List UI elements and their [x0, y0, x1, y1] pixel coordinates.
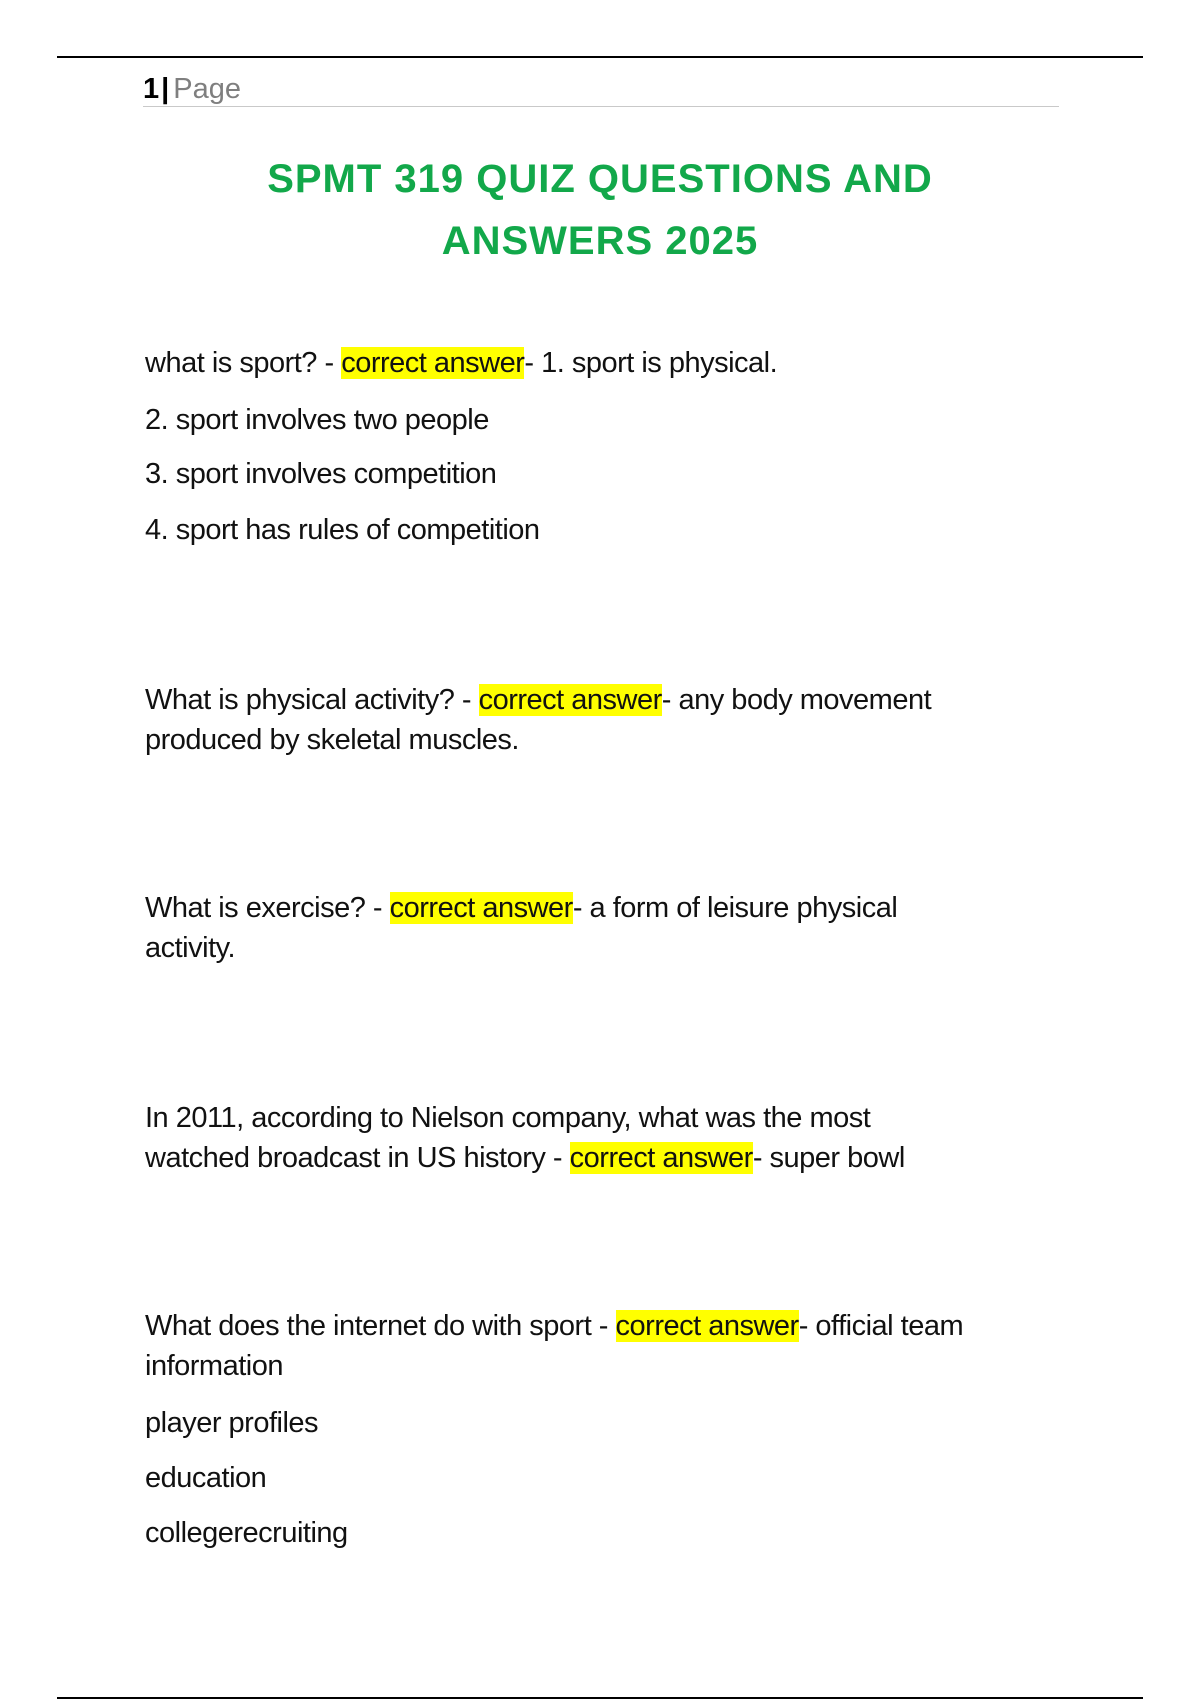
list-item: collegerecruiting [145, 1517, 348, 1549]
list-item: 3. sport involves competition [145, 458, 497, 490]
qa-item-3 [145, 888, 1065, 968]
answer-text: - any body movement [661, 684, 932, 716]
qa-line [145, 888, 1065, 928]
page-label: Page [173, 73, 241, 105]
title-line-2: ANSWERS 2025 [441, 219, 759, 263]
document-title [140, 148, 1060, 272]
answer-text: - super bowl [752, 1142, 905, 1174]
list-item: 4. sport has rules of competition [145, 514, 540, 546]
qa-line [145, 1138, 1065, 1178]
question-text: what is sport? - [145, 347, 342, 379]
qa-item-1 [145, 343, 1065, 383]
bottom-rule [57, 1697, 1143, 1699]
answer-text: - 1. sport is physical. [524, 347, 778, 379]
answer-marker: correct answer [389, 892, 573, 924]
answer-marker: correct answer [569, 1142, 753, 1174]
question-line-1: In 2011, according to Nielson company, what was the most [145, 1102, 871, 1134]
list-item: education [145, 1462, 267, 1494]
title-line-1: SPMT 319 QUIZ QUESTIONS AND [267, 157, 933, 201]
page-number: 1 [143, 73, 160, 105]
top-rule [57, 56, 1143, 58]
qa-line [145, 343, 1065, 383]
answer-marker: correct answer [615, 1310, 799, 1342]
qa-line [145, 1306, 1065, 1346]
answer-text: - official team [798, 1310, 964, 1342]
page-separator: | [161, 73, 170, 105]
question-text: watched broadcast in US history - [145, 1142, 570, 1174]
answer-text: - a form of leisure physical [572, 892, 898, 924]
answer-marker: correct answer [341, 347, 525, 379]
qa-line [145, 680, 1065, 720]
qa-item-5 [145, 1306, 1065, 1386]
question-text: What is physical activity? - [145, 684, 479, 716]
list-item: 2. sport involves two people [145, 404, 489, 436]
question-text: What does the internet do with sport - [145, 1310, 616, 1342]
answer-marker: correct answer [478, 684, 662, 716]
answer-continuation: information [145, 1350, 283, 1382]
page-header [143, 72, 1059, 107]
qa-item-2 [145, 680, 1065, 760]
list-item: player profiles [145, 1407, 319, 1439]
answer-continuation: produced by skeletal muscles. [145, 724, 519, 756]
qa-item-4 [145, 1098, 1065, 1178]
question-text: What is exercise? - [145, 892, 390, 924]
answer-continuation: activity. [145, 932, 236, 964]
